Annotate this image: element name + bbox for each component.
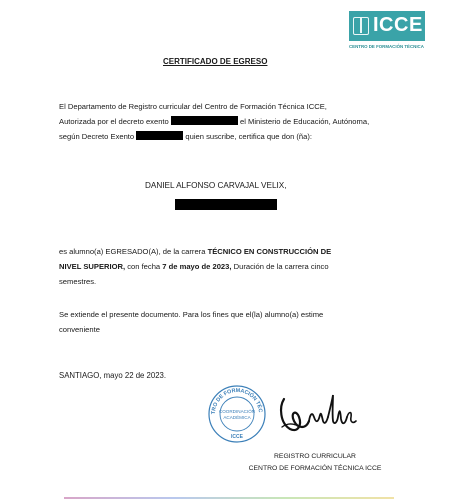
intro-line-3-end: quien suscribe, certifica que don (ña): xyxy=(185,132,313,141)
stamp-bottom-text: ICCE xyxy=(231,434,243,440)
logo-badge xyxy=(349,11,425,41)
purpose-line-1: Se extiende el presente documento. Para los fines que el(la) alumno(a) estime xyxy=(59,310,324,319)
signatory-institution: CENTRO DE FORMACIÓN TÉCNICA ICCE xyxy=(248,465,382,472)
intro-paragraph xyxy=(59,99,386,144)
logo-subtitle: CENTRO DE FORMACIÓN TÉCNICA xyxy=(349,44,424,49)
purpose-paragraph xyxy=(59,307,386,337)
intro-line-2-end: el Ministerio de Educación, Autónoma, xyxy=(240,117,370,126)
intro-line-3 xyxy=(59,129,386,144)
redaction-bar xyxy=(136,131,183,140)
book-icon xyxy=(353,17,369,35)
redaction-bar xyxy=(175,199,277,210)
bottom-decorative-rule xyxy=(64,497,394,499)
status-line-1 xyxy=(59,244,386,259)
signatory-title: REGISTRO CURRICULAR xyxy=(274,453,356,460)
status-line-3: semestres. xyxy=(59,277,97,286)
intro-line-3-start: según Decreto Exento xyxy=(59,132,135,141)
place-and-date: SANTIAGO, mayo 22 de 2023. xyxy=(59,371,167,380)
status-paragraph xyxy=(59,244,386,289)
career-name-part-2: NIVEL SUPERIOR, xyxy=(59,262,126,271)
status-line-2 xyxy=(59,259,386,274)
status-line-1-start: es alumno(a) EGRESADO(A), de la carrera xyxy=(59,247,208,256)
graduation-date: 7 de mayo de 2023, xyxy=(162,262,232,271)
stamp-center-line-2: ACADÉMICA xyxy=(223,415,251,420)
intro-line-2-start: Autorizada por el decreto exento xyxy=(59,117,169,126)
student-name: DANIEL ALFONSO CARVAJAL VELIX, xyxy=(145,181,287,190)
stamp-center-line-1: COORDINACIÓN xyxy=(218,409,256,414)
handwritten-signature xyxy=(276,391,362,437)
icce-logo xyxy=(349,11,425,51)
stamp-ring-text: TRO DE FORMACIÓN TÉC xyxy=(210,387,263,415)
document-title: CERTIFICADO DE EGRESO xyxy=(163,57,268,66)
purpose-line-2: conveniente xyxy=(59,325,100,334)
status-date-prefix: con fecha xyxy=(125,262,163,271)
redaction-bar xyxy=(171,116,238,125)
career-name-part-1: TÉCNICO EN CONSTRUCCIÓN DE xyxy=(207,247,332,256)
institution-stamp xyxy=(207,384,267,444)
intro-line-1: El Departamento de Registro curricular del Centro de Formación Técnica ICCE, xyxy=(59,102,327,111)
intro-line-2 xyxy=(59,114,386,129)
duration-text: Duración de la carrera cinco xyxy=(231,262,329,271)
logo-brand-text: ICCE xyxy=(373,14,423,36)
